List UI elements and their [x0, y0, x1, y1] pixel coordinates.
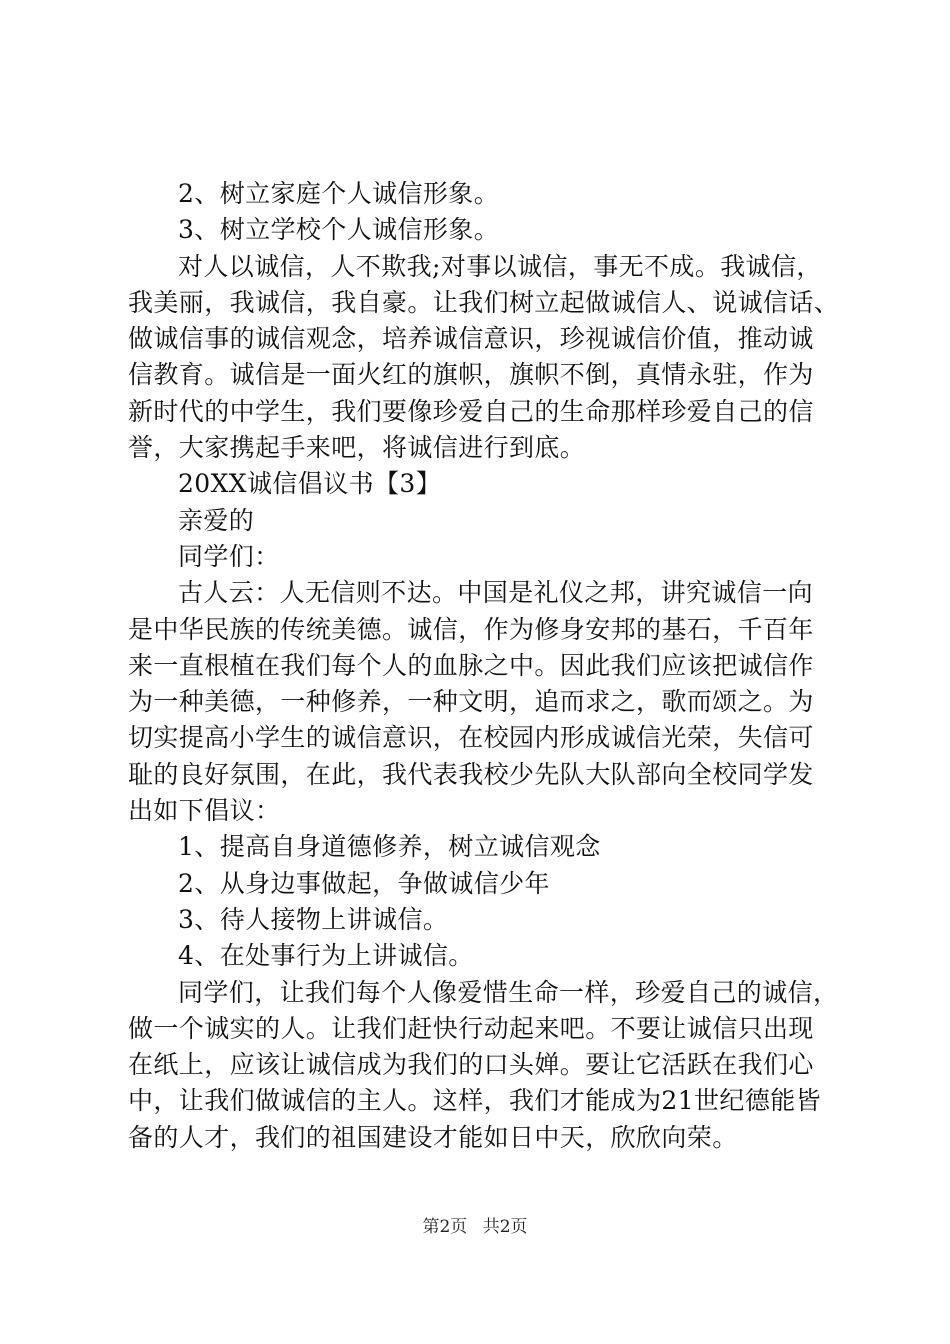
page-number: 第2页 — [422, 1217, 468, 1237]
text-line: 4、在处事行为上讲诚信。 — [178, 941, 474, 971]
text-line: 3、树立学校个人诚信形象。 — [178, 215, 500, 245]
paragraph-line: 誉，大家携起手来吧，将诚信进行到底。 — [128, 433, 586, 463]
paragraph-line: 备的人才，我们的祖国建设才能如日中天，欣欣向荣。 — [128, 1122, 738, 1152]
document-body — [128, 176, 840, 1156]
paragraph-line: 古人云：人无信则不达。中国是礼仪之邦，讲究诚信一向 — [178, 578, 814, 608]
paragraph-line: 我美丽，我诚信，我自豪。让我们树立起做诚信人、说诚信话、 — [128, 287, 840, 317]
paragraph-line: 做一个诚实的人。让我们赶快行动起来吧。不要让诚信只出现 — [128, 1013, 814, 1043]
paragraph-line: 出如下倡议： — [128, 796, 281, 826]
text-line: 1、提高自身道德修养，树立诚信观念 — [178, 832, 601, 862]
page-total: 共2页 — [482, 1217, 528, 1237]
paragraph-line: 耻的良好氛围，在此，我代表我校少先队大队部向全校同学发 — [128, 759, 814, 789]
text-line: 2、从身边事做起，争做诚信少年 — [178, 868, 550, 898]
paragraph — [128, 575, 828, 829]
text-line: 3、待人接物上讲诚信。 — [178, 904, 449, 934]
paragraph-line: 同学们，让我们每个人像爱惜生命一样，珍爱自己的诚信， — [178, 977, 839, 1007]
text-line: 2、树立家庭个人诚信形象。 — [178, 179, 500, 208]
paragraph-line: 切实提高小学生的诚信意识，在校园内形成诚信光荣，失信可 — [128, 723, 814, 753]
text-line: 同学们： — [178, 541, 280, 571]
paragraph — [128, 249, 840, 467]
text-line: 20XX诚信倡议书【3】 — [178, 469, 442, 499]
paragraph-line: 在纸上，应该让诚信成为我们的口头婵。要让它活跃在我们心 — [128, 1050, 814, 1080]
paragraph-line: 信教育。诚信是一面火红的旗帜，旗帜不倒，真情永驻，作为 — [128, 360, 814, 390]
paragraph-line: 中，让我们做诚信的主人。这样，我们才能成为21世纪德能皆 — [128, 1086, 822, 1116]
paragraph — [128, 975, 839, 1156]
paragraph-line: 是中华民族的传统美德。诚信，作为修身安邦的基石，千百年 — [128, 614, 814, 644]
paragraph-line: 做诚信事的诚信观念，培养诚信意识，珍视诚信价值，推动诚 — [128, 324, 814, 354]
text-line: 亲爱的 — [178, 505, 255, 535]
paragraph-line: 来一直根植在我们每个人的血脉之中。因此我们应该把诚信作 — [128, 650, 814, 680]
page-footer — [0, 1216, 950, 1238]
paragraph-line: 新时代的中学生，我们要像珍爱自己的生命那样珍爱自己的信 — [128, 396, 814, 426]
paragraph-line: 为一种美德，一种修养，一种文明，追而求之，歌而颂之。为 — [128, 687, 814, 717]
paragraph-line: 对人以诚信，人不欺我;对事以诚信，事无不成。我诚信， — [178, 251, 822, 281]
